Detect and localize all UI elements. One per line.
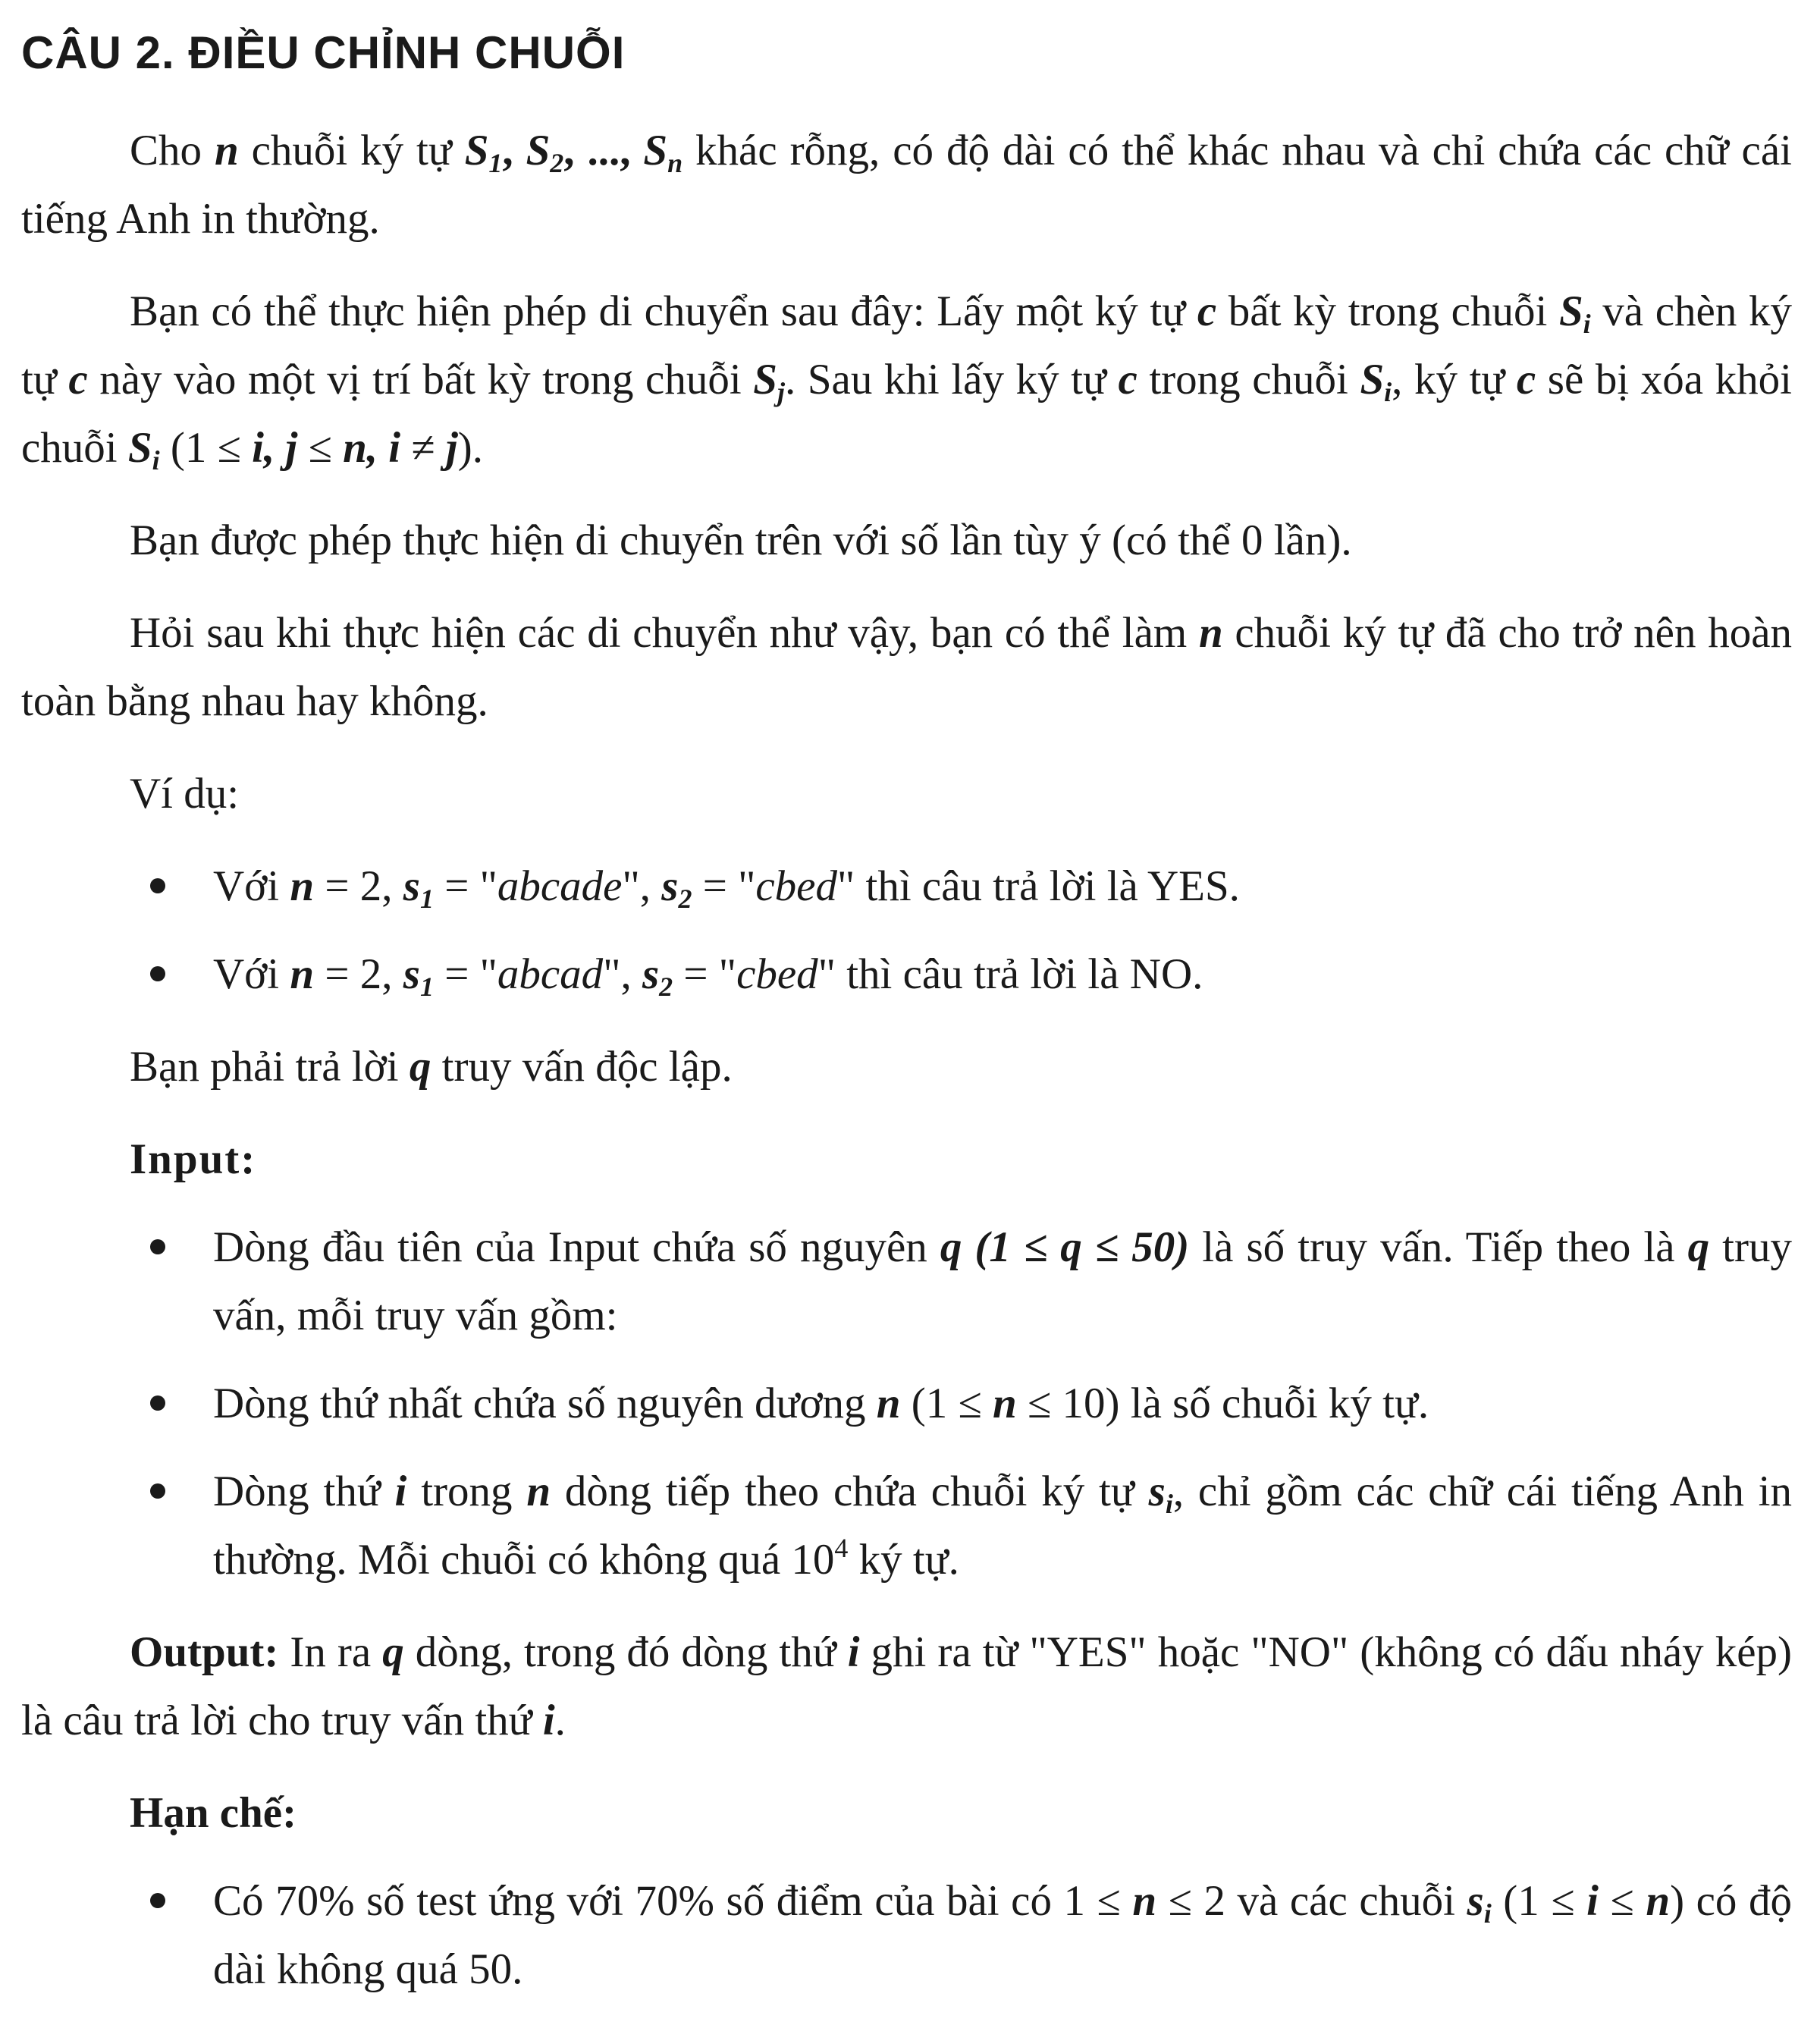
var-n: n [1198,609,1223,657]
text: , [502,127,526,174]
var-si: $S_i$ [127,424,160,476]
var-c: c [1118,356,1138,403]
var-ij: i, j [252,424,298,472]
var-si: $S_i$ [1558,287,1591,339]
var-j: j [445,424,458,472]
var-n-i: n, i [343,424,401,472]
bullet-icon [150,1893,165,1908]
var-s1: $S_1$ [464,127,503,178]
paragraph-question: Hỏi sau khi thực hiện các di chuyển như vậy, bạn có thể làm n chuỗi ký tự đã cho trở nên hoàn toàn bằng nhau hay không. [21,609,1792,725]
var-q: q [409,1043,431,1091]
paragraph-output: Output: In ra q dòng, trong đó dòng thứ i ghi ra từ "YES" hoặc "NO" (không có dấu nháy kép) là câu trả lời cho truy vấn thứ i. [21,1628,1792,1744]
paragraph-queries: Bạn phải trả lời q truy vấn độc lập. [130,1043,733,1091]
page-title: CÂU 2. ĐIỀU CHỈNH CHUỖI [21,27,626,78]
var-c: c [68,356,88,403]
var-n: n [214,127,239,174]
list-item: Dòng thứ i trong n dòng tiếp theo chứa chuỗi ký tự $s_i$, chỉ gồm các chữ cái tiếng Anh in thường. Mỗi chuỗi có không quá $10^4$ ký tự. [21,1458,1792,1594]
output-section-label: Output: [130,1628,279,1676]
var-sj: $S_j$ [753,356,785,407]
var-sn: $S_n$ [643,127,683,178]
text: Cho [130,127,215,174]
paragraph-problem-intro [21,117,1792,253]
bullet-icon [150,1395,165,1411]
list-item: Với n = 2, $s_1$ = "abcad", $s_2$ = "cbed" thì câu trả lời là NO. [21,940,1792,1009]
document-page [21,23,1792,2028]
list-item: Dòng thứ nhất chứa số nguyên dương n (1 ≤ n ≤ 10) là số chuỗi ký tự. [21,1370,1792,1438]
var-si: $S_i$ [1360,356,1392,407]
input-section-label: Input: [130,1135,257,1183]
paragraph-move-count: Bạn được phép thực hiện di chuyển trên với số lần tùy ý (có thể 0 lần). [130,516,1352,564]
limits-list [21,1867,1792,2004]
var-c: c [1516,356,1536,403]
limits-section-label: Hạn chế: [130,1789,297,1837]
bullet-icon [150,1239,165,1254]
var-s2: $S_2$ [526,127,564,178]
var-c: c [1197,287,1217,335]
text: chuỗi ký tự [238,127,465,174]
text: , ..., [563,127,644,174]
list-item: Với n = 2, $s_1$ = "abcade", $s_2$ = "cbed" thì câu trả lời là YES. [21,852,1792,921]
paragraph-move-rule: Bạn có thể thực hiện phép di chuyển sau đây: Lấy một ký tự c bất kỳ trong chuỗi $S_i$ và chèn ký tự c này vào một vị trí bất kỳ trong chuỗi $S_j$. Sau khi lấy ký tự c trong chuỗi $S_i$, ký tự c sẽ bị xóa khỏi chuỗi $S_i$ (1 ≤ i, j ≤ n, i ≠ j). [21,287,1792,476]
bullet-icon [150,878,165,893]
text: khác rỗng, có độ dài có thể khác nhau và chỉ chứa các chữ cái tiếng Anh in thường. [21,127,1792,243]
paragraph-example-label: Ví dụ: [130,770,240,818]
example-list [21,852,1792,1009]
input-list [21,1213,1792,1594]
list-item: Dòng đầu tiên của Input chứa số nguyên q (1 ≤ q ≤ 50) là số truy vấn. Tiếp theo là q truy vấn, mỗi truy vấn gồm: [21,1213,1792,1350]
bullet-icon [150,966,165,981]
list-item: Có 70% số test ứng với 70% số điểm của bài có 1 ≤ n ≤ 2 và các chuỗi $s_i$ (1 ≤ i ≤ n) có độ dài không quá 50. [21,1867,1792,2004]
bullet-icon [150,1483,165,1499]
